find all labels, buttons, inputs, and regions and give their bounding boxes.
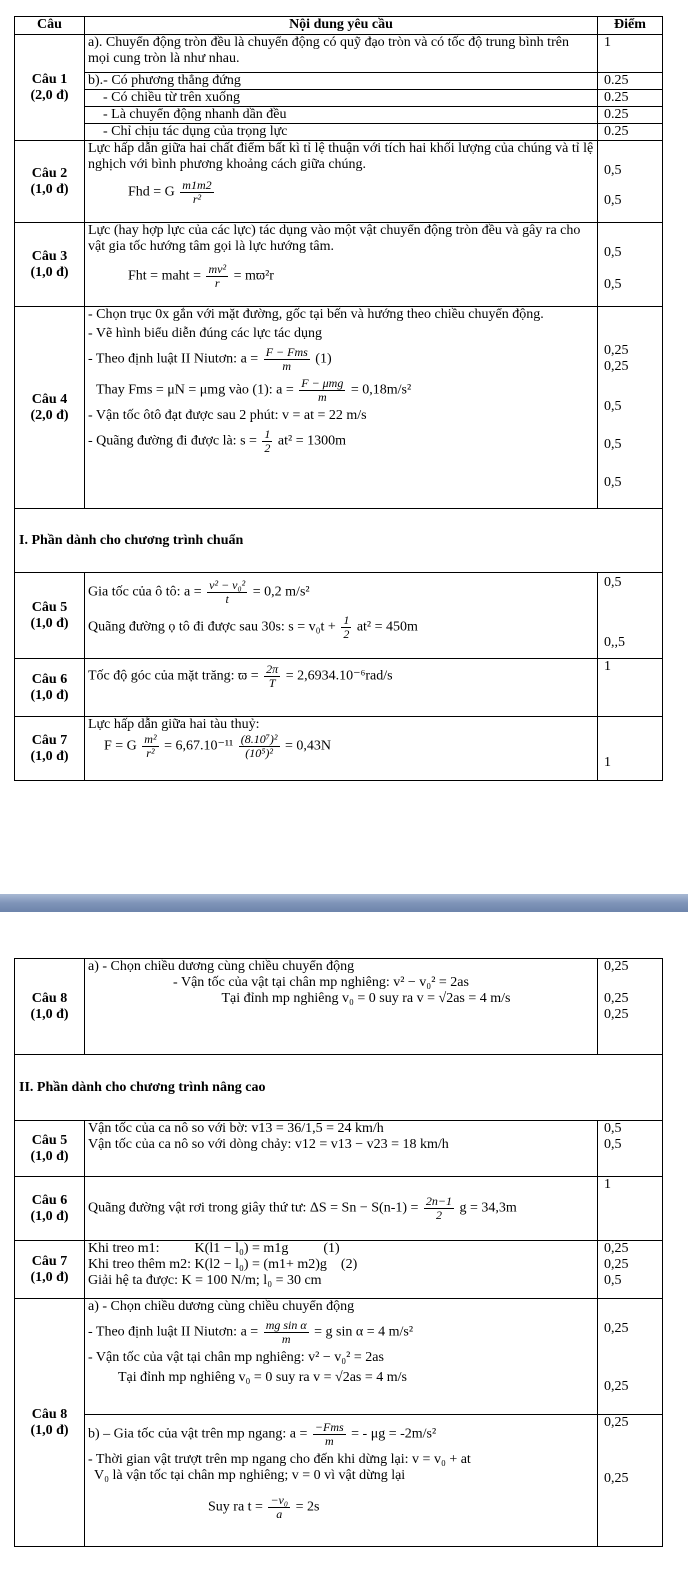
cau6-score: (1,0 đ) bbox=[30, 687, 69, 703]
p2-cau8-line1: a) - Chọn chiều dương cùng chiều chuyển động bbox=[88, 959, 355, 974]
p2-cau7-line2: Khi treo thêm m2: K(l2 − l₀) = (m1+ m2)g (2) bbox=[88, 1257, 358, 1272]
cau4-line1: - Chọn trục 0x gắn với mặt đường, gốc tại bến và hướng theo chiều chuyển động. bbox=[88, 307, 544, 322]
cau5-score: (1,0 đ) bbox=[30, 615, 69, 631]
cau1-b1: - Có chiều từ trên xuống bbox=[85, 90, 598, 107]
p2-cau7-line3: Giải hệ ta được: K = 100 N/m; l₀ = 30 cm bbox=[88, 1273, 322, 1288]
cau3-text: Lực (hay hợp lực của các lực) tác dụng vào một vật chuyển động tròn đều và gây ra cho vật gia tốc hướng tâm gọi là lực hướng tâm. bbox=[88, 223, 581, 254]
p2-cau8-line4: Tại đỉnh mp nghiêng v₀ = 0 suy ra v = √2as = 4 m/s bbox=[221, 991, 511, 1006]
cau4-point-4: 0,5 bbox=[604, 399, 622, 414]
p2-cau8-title: Câu 8 bbox=[31, 990, 68, 1006]
cau4-line4-pre: Thay Fms = μN = μmg vào (1): a = bbox=[96, 382, 294, 398]
cau4-l3-num: F − Fms bbox=[265, 345, 308, 359]
p2-cau8b-line8-post: = 2s bbox=[295, 1499, 320, 1515]
cau2-point-1: 0,5 bbox=[604, 163, 622, 178]
cau5-l2-den: 2 bbox=[343, 627, 350, 641]
p2-cau6-frac-den: 2 bbox=[435, 1208, 442, 1222]
p2-cau5-content bbox=[85, 1121, 598, 1177]
p2-cau8b-point-5: 0,25 bbox=[604, 1415, 629, 1430]
cau4-line6-post: at² = 1300m bbox=[277, 433, 347, 449]
p2-cau7-score: (1,0 đ) bbox=[30, 1269, 69, 1285]
cau4-l6-den: 2 bbox=[264, 441, 271, 455]
cau2-fraction bbox=[180, 179, 213, 206]
cau1-b3-point: 0.25 bbox=[598, 124, 663, 141]
cau5-l1-den: t bbox=[225, 592, 229, 606]
cau3-formula-rhs: = mϖ²r bbox=[233, 268, 274, 284]
cau7-frac2-den: (10⁵)² bbox=[245, 746, 274, 760]
p2-cau8b-line5-post: = - μg = -2m/s² bbox=[351, 1426, 437, 1442]
cau6-point: 1 bbox=[598, 659, 663, 717]
p2-cau7-point-1: 0,25 bbox=[604, 1241, 629, 1256]
cau5-point-2: 0,,5 bbox=[604, 635, 625, 650]
cau4-line4-frac bbox=[299, 377, 345, 404]
p2-cau8b-line2-pre: - Theo định luật II Niutơn: a = bbox=[88, 1324, 259, 1340]
p2-cau7-label bbox=[15, 1241, 85, 1299]
page-separator bbox=[0, 894, 688, 912]
cau4-point-5: 0,5 bbox=[604, 437, 622, 452]
p2-cau8-points bbox=[598, 959, 663, 1055]
cau3-label bbox=[15, 223, 85, 307]
cau5-content bbox=[85, 573, 598, 659]
cau1-b-point: 0.25 bbox=[598, 73, 663, 90]
cau4-point-2: 0,25 bbox=[604, 343, 629, 358]
cau5-line2-pre: Quãng đường ọ tô đi được sau 30s: s = v₀t + bbox=[88, 619, 336, 635]
p2-cau8-label bbox=[15, 959, 85, 1055]
cau3-formula-lhs: Fht = maht = bbox=[128, 268, 201, 284]
cau1-b3: - Chỉ chịu tác dụng của trọng lực bbox=[85, 124, 598, 141]
p2-cau5-score: (1,0 đ) bbox=[30, 1148, 69, 1164]
p2-cau8b-points-b bbox=[598, 1415, 663, 1547]
cau3-point-2: 0,5 bbox=[604, 277, 622, 292]
p2-cau8b-label bbox=[15, 1299, 85, 1547]
p2-cau8b-l2-num: mg sin α bbox=[265, 1318, 307, 1332]
cau1-title: Câu 1 bbox=[31, 71, 68, 87]
cau7-score: (1,0 đ) bbox=[30, 748, 69, 764]
cau4-line4-post: = 0,18m/s² bbox=[350, 382, 412, 398]
cau1-b: b).- Có phương thẳng đứng bbox=[85, 73, 598, 90]
cau4-label bbox=[15, 307, 85, 509]
cau4-point-3: 0,25 bbox=[604, 359, 629, 374]
header-points: Điểm bbox=[598, 17, 663, 35]
cau5-line1-post: = 0,2 m/s² bbox=[252, 584, 310, 600]
cau5-point-1: 0,5 bbox=[604, 575, 622, 590]
cau2-frac-num: m1m2 bbox=[182, 178, 212, 192]
cau5-line1-frac bbox=[207, 579, 247, 606]
cau5-l2-num: 1 bbox=[343, 613, 350, 627]
p2-cau8b-l2-den: m bbox=[281, 1332, 291, 1346]
cau4-l6-num: 1 bbox=[264, 427, 271, 441]
cau3-frac-den: r bbox=[214, 276, 220, 290]
p2-cau7-points bbox=[598, 1241, 663, 1299]
cau7-label bbox=[15, 717, 85, 781]
cau4-points bbox=[598, 307, 663, 509]
cau2-frac-den: r² bbox=[192, 192, 202, 206]
cau6-title: Câu 6 bbox=[31, 671, 68, 687]
p2-cau8b-line6: - Thời gian vật trượt trên mp ngang cho đến khi dừng lại: v = v₀ + at bbox=[88, 1452, 471, 1467]
section-2-heading: II. Phần dành cho chương trình nâng cao bbox=[15, 1055, 663, 1121]
p2-cau6-line1-pre: Quãng đường vật rơi trong giây thứ tư: ΔS = Sn − S(n-1) = bbox=[88, 1200, 419, 1216]
cau1-label bbox=[15, 35, 85, 141]
cau6-l1-num: 2π bbox=[266, 662, 279, 676]
cau7-frac1-num: m² bbox=[144, 732, 157, 746]
cau7-f-post: = 0,43N bbox=[285, 738, 332, 754]
cau4-line2: - Vẽ hình biểu diễn đúng các lực tác dụng bbox=[88, 326, 322, 341]
cau4-line6-frac bbox=[262, 428, 272, 455]
p2-cau8b-l8-num: −v₀ bbox=[270, 1493, 289, 1507]
p2-cau6-frac-num: 2n−1 bbox=[425, 1194, 453, 1208]
cau5-l1-num: v² − v₀² bbox=[209, 578, 246, 592]
cau3-title: Câu 3 bbox=[31, 248, 68, 264]
p2-cau5-points bbox=[598, 1121, 663, 1177]
cau7-frac2 bbox=[239, 733, 280, 760]
p2-cau8b-l8-den: a bbox=[276, 1507, 283, 1521]
cau7-frac2-num: (8.10⁷)² bbox=[240, 732, 278, 746]
cau7-content bbox=[85, 717, 598, 781]
p2-cau8b-l5-num: −Fms bbox=[314, 1420, 344, 1434]
p2-cau8b-point-2: 0,25 bbox=[604, 1321, 629, 1336]
p2-cau7-line1: Khi treo m1: K(l1 − l₀) = m1g (1) bbox=[88, 1241, 340, 1256]
cau3-score: (1,0 đ) bbox=[30, 264, 69, 280]
cau7-f-pre: F = G bbox=[104, 738, 137, 754]
cau7-frac1-den: r² bbox=[146, 746, 155, 760]
cau1-score: (2,0 đ) bbox=[30, 87, 69, 103]
p2-cau6-point: 1 bbox=[598, 1177, 663, 1241]
cau3-fraction bbox=[206, 263, 228, 290]
cau2-content bbox=[85, 141, 598, 223]
cau3-frac-num: mv² bbox=[208, 262, 227, 276]
header-cau: Câu bbox=[15, 17, 85, 35]
cau5-points bbox=[598, 573, 663, 659]
p2-cau8b-line1: a) - Chọn chiều dương cùng chiều chuyển động bbox=[88, 1299, 355, 1314]
header-content: Nội dung yêu cầu bbox=[85, 17, 598, 35]
p2-cau7-title: Câu 7 bbox=[31, 1253, 68, 1269]
p2-cau8b-line5-pre: b) – Gia tốc của vật trên mp ngang: a = bbox=[88, 1426, 308, 1442]
cau2-point-2: 0,5 bbox=[604, 193, 622, 208]
cau3-point-1: 0,5 bbox=[604, 245, 622, 260]
p2-cau8b-points-a bbox=[598, 1299, 663, 1415]
cau4-line3-pre: - Theo định luật II Niutơn: a = bbox=[88, 351, 259, 367]
cau3-points bbox=[598, 223, 663, 307]
p2-cau6-label bbox=[15, 1177, 85, 1241]
p2-cau6-line1-post: g = 34,3m bbox=[459, 1200, 517, 1216]
cau4-point-6: 0,5 bbox=[604, 475, 622, 490]
p2-cau5-point-2: 0,5 bbox=[604, 1137, 622, 1152]
p2-cau8-point-5: 0,25 bbox=[604, 1007, 629, 1022]
cau5-line2-frac bbox=[341, 614, 351, 641]
p2-cau8b-l5-den: m bbox=[324, 1434, 334, 1448]
cau3-content bbox=[85, 223, 598, 307]
cau5-label bbox=[15, 573, 85, 659]
p2-cau7-point-3: 0,5 bbox=[604, 1273, 622, 1288]
cau6-label bbox=[15, 659, 85, 717]
cau4-line3-post: (1) bbox=[315, 351, 332, 367]
p2-cau8b-line3: - Vận tốc của vật tại chân mp nghiêng: v² − v₀² = 2as bbox=[88, 1350, 384, 1365]
cau4-score: (2,0 đ) bbox=[30, 407, 69, 423]
section-1-heading: I. Phần dành cho chương trình chuẩn bbox=[15, 509, 663, 573]
p2-cau8b-line4: Tại đỉnh mp nghiêng v₀ = 0 suy ra v = √2as = 4 m/s bbox=[118, 1370, 408, 1385]
cau5-title: Câu 5 bbox=[31, 599, 68, 615]
cau4-line6-pre: - Quãng đường đi được là: s = bbox=[88, 433, 257, 449]
cau4-l4-den: m bbox=[317, 390, 327, 404]
cau1-b2: - Là chuyển động nhanh dần đều bbox=[85, 107, 598, 124]
p2-cau5-label bbox=[15, 1121, 85, 1177]
cau6-l1-den: T bbox=[268, 676, 276, 690]
cau6-line1-post: = 2,6934.10⁻⁶rad/s bbox=[285, 668, 393, 684]
p2-cau7-content bbox=[85, 1241, 598, 1299]
p2-cau5-line1: Vận tốc của ca nô so với bờ: v13 = 36/1,5 = 24 km/h bbox=[88, 1121, 384, 1136]
p2-cau8b-l2-frac bbox=[264, 1319, 309, 1346]
p2-cau6-content bbox=[85, 1177, 598, 1241]
cau2-title: Câu 2 bbox=[31, 165, 68, 181]
cau5-line1-pre: Gia tốc của ô tô: a = bbox=[88, 584, 202, 600]
p2-cau8-line3: - Vận tốc của vật tại chân mp nghiêng: v² − v₀² = 2as bbox=[173, 975, 469, 990]
p2-cau8-score: (1,0 đ) bbox=[30, 1006, 69, 1022]
cau1-a: a). Chuyển động tròn đều là chuyển động có quỹ đạo tròn và có tốc độ trung bình trên mọi cung tròn là như nhau. bbox=[85, 35, 598, 73]
p2-cau5-title: Câu 5 bbox=[31, 1132, 68, 1148]
cau4-line5: - Vận tốc ôtô đạt được sau 2 phút: v = at = 22 m/s bbox=[88, 408, 367, 423]
cau1-b1-point: 0.25 bbox=[598, 90, 663, 107]
cau4-title: Câu 4 bbox=[31, 391, 68, 407]
cau2-formula-lhs: Fhd = G bbox=[128, 184, 175, 200]
p2-cau5-line2: Vận tốc của ca nô so với dòng chảy: v12 = v13 − v23 = 18 km/h bbox=[88, 1137, 449, 1152]
p2-cau8-point-2: 0,25 bbox=[604, 959, 629, 974]
p2-cau8b-title: Câu 8 bbox=[31, 1406, 68, 1422]
cau7-point: 1 bbox=[604, 755, 611, 770]
p2-cau7-point-2: 0,25 bbox=[604, 1257, 629, 1272]
p2-cau8b-line8-pre: Suy ra t = bbox=[208, 1499, 263, 1515]
cau2-label bbox=[15, 141, 85, 223]
cau2-points bbox=[598, 141, 663, 223]
p2-cau8b-part-b bbox=[85, 1415, 598, 1547]
cau4-content bbox=[85, 307, 598, 509]
cau7-f-mid: = 6,67.10⁻¹¹ bbox=[164, 738, 234, 754]
p2-cau5-point-1: 0,5 bbox=[604, 1121, 622, 1136]
cau6-line1-frac bbox=[264, 663, 280, 690]
p2-cau6-score: (1,0 đ) bbox=[30, 1208, 69, 1224]
answer-table-page1 bbox=[14, 16, 663, 781]
p2-cau8b-l5-frac bbox=[313, 1421, 346, 1448]
p2-cau8b-score: (1,0 đ) bbox=[30, 1422, 69, 1438]
p2-cau8-point-4: 0,25 bbox=[604, 991, 629, 1006]
cau5-line2-post: at² = 450m bbox=[356, 619, 418, 635]
p2-cau6-frac bbox=[424, 1195, 454, 1222]
p2-cau8b-point-7: 0,25 bbox=[604, 1471, 629, 1486]
p2-cau8b-l8-frac bbox=[268, 1494, 290, 1521]
p2-cau8b-line7: V₀ là vận tốc tại chân mp nghiêng; v = 0 vì vật dừng lại bbox=[94, 1468, 406, 1483]
cau4-l3-den: m bbox=[282, 359, 292, 373]
p2-cau8b-point-4: 0,25 bbox=[604, 1379, 629, 1394]
cau1-b2-point: 0.25 bbox=[598, 107, 663, 124]
cau7-points bbox=[598, 717, 663, 781]
answer-table-page2 bbox=[14, 958, 663, 1547]
p2-cau8b-line2-post: = g sin α = 4 m/s² bbox=[314, 1324, 414, 1340]
cau2-score: (1,0 đ) bbox=[30, 181, 69, 197]
p2-cau8-content bbox=[85, 959, 598, 1055]
cau4-l4-num: F − μmg bbox=[301, 376, 344, 390]
p2-cau6-title: Câu 6 bbox=[31, 1192, 68, 1208]
p2-cau8b-part-a bbox=[85, 1299, 598, 1415]
cau7-title: Câu 7 bbox=[31, 732, 68, 748]
cau2-text: Lực hấp dẫn giữa hai chất điểm bất kì tỉ lệ thuận với tích hai khối lượng của chúng và tỉ lệ nghịch với bình phương khoảng cách giữa chúng. bbox=[88, 141, 594, 172]
cau1-a-point: 1 bbox=[598, 35, 663, 73]
cau7-frac1 bbox=[142, 733, 158, 760]
cau6-content bbox=[85, 659, 598, 717]
cau4-line3-frac bbox=[264, 346, 310, 373]
cau7-line1: Lực hấp dẫn giữa hai tàu thuỷ: bbox=[88, 717, 260, 732]
cau6-line1-pre: Tốc độ góc của mặt trăng: ϖ = bbox=[88, 668, 259, 684]
